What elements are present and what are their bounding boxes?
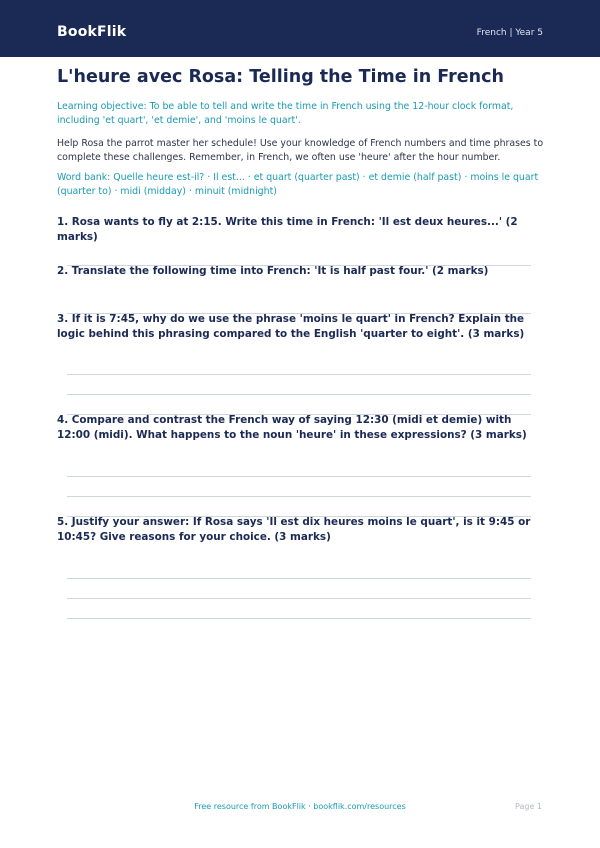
answer-line[interactable] — [67, 598, 531, 599]
page-number: Page 1 — [515, 802, 542, 811]
subject-year-label: French | Year 5 — [476, 28, 543, 38]
brand-logo-text: BookFlik — [57, 24, 127, 40]
answer-line[interactable] — [67, 496, 531, 497]
question-4: 4. Compare and contrast the French way of saying 12:30 (midi et demie) with 12:00 (midi). What happens to the noun 'heure' in these expressions? (3 marks) — [57, 414, 527, 441]
answer-line[interactable] — [67, 374, 531, 375]
learning-objective: Learning objective: To be able to tell and write the time in French using the 12-hour clock format, including 'et quart', 'et demie', and 'moins le quart'. — [57, 101, 514, 126]
word-bank: Word bank: Quelle heure est-il? · Il est... · et quart (quarter past) · et demie (half past) · moins le quart (quarter to) · midi (midday) · minuit (midnight) — [57, 172, 539, 197]
question-3: 3. If it is 7:45, why do we use the phrase 'moins le quart' in French? Explain the logic behind this phrasing compared to the English 'quarter to eight'. (3 marks) — [57, 313, 525, 340]
answer-line[interactable] — [67, 476, 531, 477]
question-5: 5. Justify your answer: If Rosa says 'Il est dix heures moins le quart', is it 9:45 or 10:45? Give reasons for your choice. (3 marks) — [57, 516, 531, 543]
intro-text: Help Rosa the parrot master her schedule! Use your knowledge of French numbers and time phrases to complete these challenges. Remember, in French, we often use 'heure' after the hour number. — [57, 138, 544, 163]
answer-line[interactable] — [67, 618, 531, 619]
answer-line[interactable] — [67, 394, 531, 395]
worksheet-title: L'heure avec Rosa: Telling the Time in French — [57, 67, 504, 87]
page-header — [0, 0, 600, 57]
answer-line[interactable] — [67, 578, 531, 579]
footer-resource-link[interactable]: Free resource from BookFlik · bookflik.com/resources — [194, 802, 406, 811]
question-1: 1. Rosa wants to fly at 2:15. Write this time in French: 'Il est deux heures...' (2 marks) — [57, 216, 518, 243]
question-2: 2. Translate the following time into French: 'It is half past four.' (2 marks) — [57, 265, 489, 277]
